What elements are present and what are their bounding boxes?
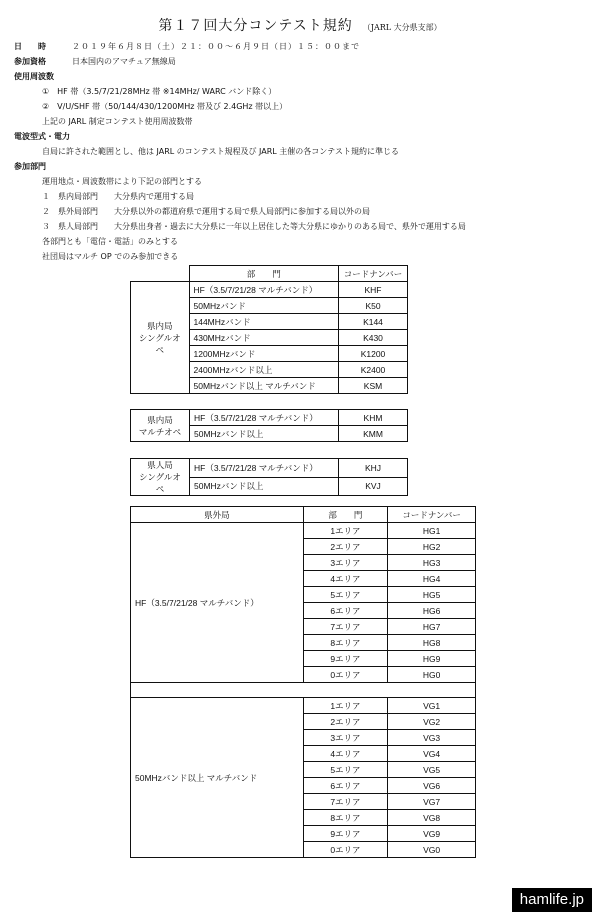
category-cell: 144MHzバンド bbox=[189, 314, 339, 330]
code-cell: HG9 bbox=[388, 651, 476, 667]
area-cell: 0エリア bbox=[303, 667, 388, 683]
category-cell: HF（3.5/7/21/28 マルチバンド） bbox=[190, 459, 339, 478]
code-cell: HG4 bbox=[388, 571, 476, 587]
group-label: 県内局 シングルオペ bbox=[131, 282, 190, 394]
table-row bbox=[131, 523, 476, 539]
datetime-value: ２０１９年６月８日（土）２１：００～６月９日（日）１５：００まで bbox=[72, 42, 360, 51]
document-subtitle: （JARL 大分県支部） bbox=[362, 23, 442, 32]
modes-label: 電波型式・電力 bbox=[14, 132, 70, 141]
bands-label: 使用周波数 bbox=[14, 72, 54, 81]
code-cell: VG8 bbox=[388, 810, 476, 826]
table-row bbox=[131, 459, 408, 478]
area-cell: 3エリア bbox=[303, 730, 388, 746]
group-label: 県人局 シングルオペ bbox=[131, 459, 190, 496]
categories-label: 参加部門 bbox=[14, 162, 46, 171]
categories-line: 各部門とも「電信・電話」のみとする bbox=[42, 237, 178, 246]
area-cell: 1エリア bbox=[303, 523, 388, 539]
code-cell: VG7 bbox=[388, 794, 476, 810]
bands-item: ① HF 帯（3.5/7/21/28MHz 帯 ※14MHz/ WARC バンド除く） bbox=[42, 87, 277, 96]
code-cell: KHF bbox=[339, 282, 408, 298]
table-outside-prefecture bbox=[130, 506, 476, 858]
area-cell: 5エリア bbox=[303, 587, 388, 603]
table-row bbox=[131, 410, 408, 426]
category-cell: 1200MHzバンド bbox=[189, 346, 339, 362]
area-cell: 6エリア bbox=[303, 778, 388, 794]
category-cell: HF（3.5/7/21/28 マルチバンド） bbox=[131, 523, 304, 683]
datetime-label: 日 時 bbox=[14, 42, 46, 51]
area-cell: 0エリア bbox=[303, 842, 388, 858]
group-label: 県内局 マルチオペ bbox=[131, 410, 190, 442]
code-cell: KVJ bbox=[339, 477, 408, 496]
category-cell: 50MHzバンド以上 bbox=[190, 426, 339, 442]
code-cell: K50 bbox=[339, 298, 408, 314]
code-cell: HG8 bbox=[388, 635, 476, 651]
eligibility-label: 参加資格 bbox=[14, 57, 46, 66]
group-label: 県外局 bbox=[131, 507, 304, 523]
spacer-row bbox=[131, 683, 476, 698]
area-cell: 8エリア bbox=[303, 810, 388, 826]
code-cell: VG4 bbox=[388, 746, 476, 762]
categories-line: 社団局はマルチ OP でのみ参加できる bbox=[42, 252, 179, 261]
code-cell: VG6 bbox=[388, 778, 476, 794]
code-cell: KHM bbox=[339, 410, 408, 426]
code-cell: KMM bbox=[339, 426, 408, 442]
eligibility-value: 日本国内のアマチュア無線局 bbox=[72, 57, 176, 66]
table-row bbox=[131, 698, 476, 714]
code-cell: VG9 bbox=[388, 826, 476, 842]
category-cell: 50MHzバンド以上 bbox=[190, 477, 339, 496]
area-cell: 6エリア bbox=[303, 603, 388, 619]
area-cell: 5エリア bbox=[303, 762, 388, 778]
categories-line: １ 県内局部門 大分県内で運用する局 bbox=[42, 192, 194, 201]
header-category: 部 門 bbox=[303, 507, 388, 523]
code-cell: KHJ bbox=[339, 459, 408, 478]
categories-line: ３ 県人局部門 大分県出身者・過去に大分県に一年以上居住した等大分県にゆかりのある局で、県外で運用する局 bbox=[42, 222, 466, 231]
area-cell: 2エリア bbox=[303, 714, 388, 730]
code-cell: VG2 bbox=[388, 714, 476, 730]
document-title: 第１７回大分コンテスト規約 （JARL 大分県支部） bbox=[158, 18, 442, 34]
code-cell: K2400 bbox=[339, 362, 408, 378]
category-cell: 50MHzバンド以上 マルチバンド bbox=[189, 378, 339, 394]
category-cell: HF（3.5/7/21/28 マルチバンド） bbox=[190, 410, 339, 426]
header-code: コードナンバー bbox=[388, 507, 476, 523]
code-cell: VG3 bbox=[388, 730, 476, 746]
area-cell: 9エリア bbox=[303, 826, 388, 842]
categories-line: 運用地点・周波数帯により下記の部門とする bbox=[42, 177, 202, 186]
area-cell: 4エリア bbox=[303, 746, 388, 762]
code-cell: K144 bbox=[339, 314, 408, 330]
bands-item: ② V/U/SHF 帯（50/144/430/1200MHz 帯及び 2.4GHz 帯以上） bbox=[42, 102, 288, 111]
area-cell: 2エリア bbox=[303, 539, 388, 555]
code-cell: K1200 bbox=[339, 346, 408, 362]
code-cell: HG5 bbox=[388, 587, 476, 603]
table-native-single bbox=[130, 458, 408, 496]
area-cell: 1エリア bbox=[303, 698, 388, 714]
code-cell: HG1 bbox=[388, 523, 476, 539]
code-cell: HG6 bbox=[388, 603, 476, 619]
table-in-prefecture-single bbox=[130, 265, 408, 394]
table-row bbox=[131, 282, 408, 298]
area-cell: 4エリア bbox=[303, 571, 388, 587]
code-cell: KSM bbox=[339, 378, 408, 394]
category-cell: HF（3.5/7/21/28 マルチバンド） bbox=[189, 282, 339, 298]
area-cell: 3エリア bbox=[303, 555, 388, 571]
code-cell: HG2 bbox=[388, 539, 476, 555]
table-in-prefecture-multi bbox=[130, 409, 408, 442]
code-cell: HG3 bbox=[388, 555, 476, 571]
code-cell: HG7 bbox=[388, 619, 476, 635]
area-cell: 7エリア bbox=[303, 794, 388, 810]
hamlife-logo: hamlife.jp bbox=[512, 888, 592, 912]
code-cell: K430 bbox=[339, 330, 408, 346]
area-cell: 9エリア bbox=[303, 651, 388, 667]
category-cell: 50MHzバンド bbox=[189, 298, 339, 314]
category-cell: 50MHzバンド以上 マルチバンド bbox=[131, 698, 304, 858]
code-cell: VG1 bbox=[388, 698, 476, 714]
category-cell: 2400MHzバンド以上 bbox=[189, 362, 339, 378]
modes-value: 自局に許された範囲とし、他は JARL のコンテスト規程及び JARL 主催の各コンテスト規約に準じる bbox=[42, 147, 399, 156]
header-category: 部 門 bbox=[189, 266, 339, 282]
header-code: コードナンバー bbox=[339, 266, 408, 282]
area-cell: 7エリア bbox=[303, 619, 388, 635]
code-cell: HG0 bbox=[388, 667, 476, 683]
category-cell: 430MHzバンド bbox=[189, 330, 339, 346]
code-cell: VG0 bbox=[388, 842, 476, 858]
area-cell: 8エリア bbox=[303, 635, 388, 651]
categories-line: ２ 県外局部門 大分県以外の都道府県で運用する局で県人局部門に参加する局以外の局 bbox=[42, 207, 370, 216]
code-cell: VG5 bbox=[388, 762, 476, 778]
bands-item: 上記の JARL 制定コンテスト使用周波数帯 bbox=[42, 117, 193, 126]
